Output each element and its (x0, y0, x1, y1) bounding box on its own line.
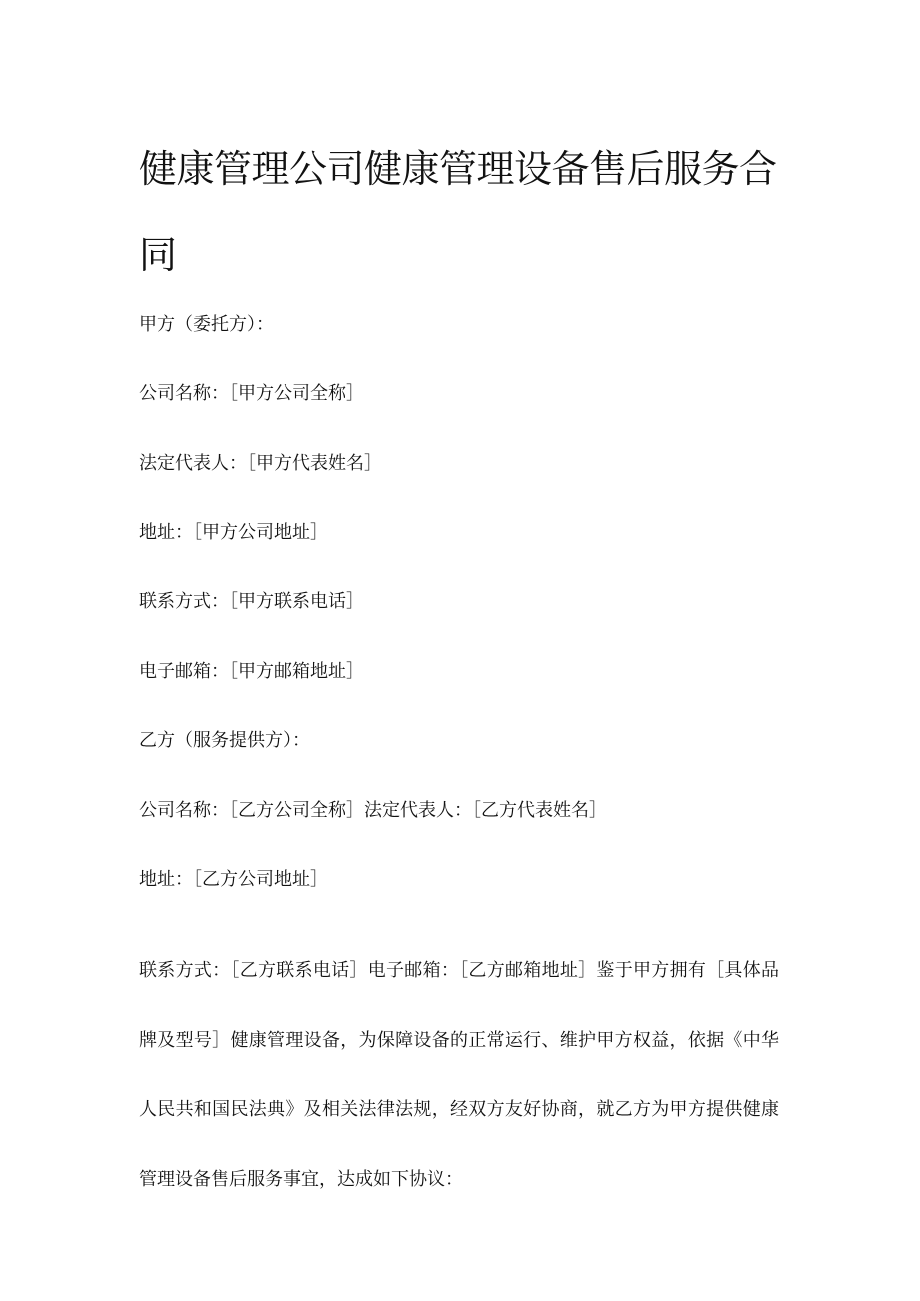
party-a-company-name: 公司名称：［甲方公司全称］ (139, 383, 364, 404)
party-a-address: 地址：［甲方公司地址］ (139, 522, 328, 543)
party-b-heading: 乙方（服务提供方）： (139, 730, 310, 751)
contract-preamble: 联系方式：［乙方联系电话］电子邮箱：［乙方邮箱地址］鉴于甲方拥有［具体品牌及型号］健康管理设备，为保障设备的正常运行、维护甲方权益，依据《中华人民共和国民法典》及相关法律法规，经双方友好协商，就乙方为甲方提供健康管理设备售后服务事宜，达成如下协议： (139, 960, 779, 1190)
party-b-address: 地址：［乙方公司地址］ (139, 869, 328, 890)
party-a-legal-rep: 法定代表人：［甲方代表姓名］ (139, 453, 382, 474)
party-a-email: 电子邮箱：［甲方邮箱地址］ (139, 661, 364, 682)
party-b-company-and-rep: 公司名称：［乙方公司全称］法定代表人：［乙方代表姓名］ (139, 800, 607, 821)
party-a-heading: 甲方（委托方）： (139, 314, 274, 335)
party-a-contact: 联系方式：［甲方联系电话］ (139, 591, 364, 612)
document-title: 健康管理公司健康管理设备售后服务合同 (139, 147, 777, 277)
